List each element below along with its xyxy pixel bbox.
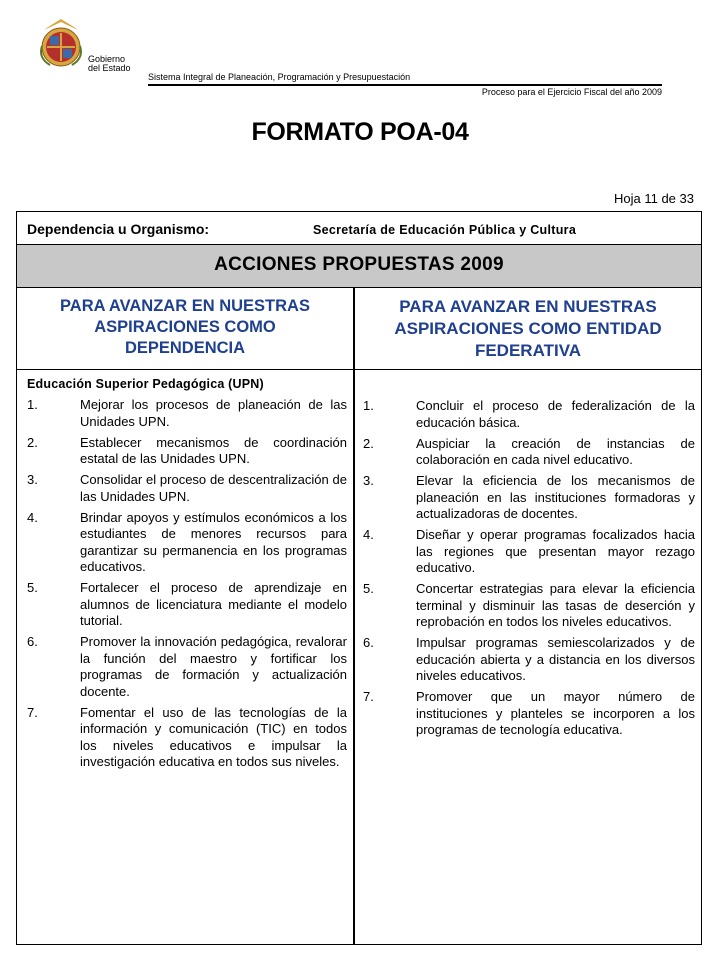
item-number: 3. (27, 472, 38, 487)
left-subtitle: Educación Superior Pedagógica (UPN) (27, 377, 264, 391)
list-item (27, 705, 347, 771)
left-action-list (27, 397, 347, 771)
list-item (27, 634, 347, 700)
right-column (363, 398, 695, 743)
list-item (363, 398, 695, 431)
item-text: Impulsar programas semiescolarizados y de educación abierta y a distancia en los diversos niveles educativos. (416, 635, 695, 683)
page-title: FORMATO POA-04 (251, 118, 469, 146)
dependencia-row (17, 212, 701, 245)
dependencia-label: Dependencia u Organismo: (27, 221, 210, 237)
right-action-list (363, 398, 695, 739)
list-item (363, 473, 695, 523)
header-rule (148, 84, 662, 86)
item-text: Auspiciar la creación de instancias de colaboración en cada nivel educativo. (416, 435, 695, 467)
list-item (27, 397, 347, 430)
left-column-heading: PARA AVANZAR EN NUESTRAS ASPIRACIONES COMO DEPENDENCIA (60, 297, 310, 357)
item-number: 4. (363, 527, 374, 542)
item-text: Fortalecer el proceso de aprendizaje en alumnos de licenciatura mediante el modelo tutorial. (80, 580, 347, 628)
item-text: Brindar apoyos y estímulos económicos a los estudiantes de menores recursos para garantizar su permanencia en los programas educativos. (80, 509, 347, 574)
list-item (363, 635, 695, 685)
list-item (363, 581, 695, 631)
gobierno-line2: del Estado (88, 63, 131, 73)
item-number: 1. (363, 398, 374, 413)
column-divider (353, 288, 355, 945)
item-number: 2. (363, 435, 374, 451)
list-item (27, 435, 347, 468)
item-number: 5. (27, 580, 38, 595)
item-number: 1. (27, 397, 38, 412)
dependencia-value: Secretaría de Educación Pública y Cultura (313, 223, 577, 237)
item-number: 5. (363, 581, 374, 596)
item-text: Establecer mecanismos de coordinación estatal de las Unidades UPN. (80, 434, 347, 466)
item-text: Diseñar y operar programas focalizados hacia las regiones que presentan mayor rezago educativo. (416, 527, 695, 575)
list-item (27, 510, 347, 576)
item-number: 3. (363, 473, 374, 488)
section-band (17, 245, 701, 288)
item-text: Fomentar el uso de las tecnologías de la información y comunicación (TIC) en todos los niveles educativos e impulsar la investigación educativa en todos sus niveles. (80, 704, 347, 769)
item-number: 2. (27, 434, 38, 450)
column-headings (17, 288, 701, 370)
process-label: Proceso para el Ejercicio Fiscal del año 2009 (481, 87, 662, 97)
item-number: 6. (27, 634, 38, 649)
item-text: Concluir el proceso de federalización de la educación básica. (416, 398, 695, 430)
item-text: Elevar la eficiencia de los mecanismos de planeación en las instituciones formadoras y actualizadoras de docentes. (416, 473, 695, 521)
item-number: 7. (363, 689, 374, 704)
list-item (27, 472, 347, 505)
gobierno-line1: Gobierno (88, 54, 126, 64)
gobierno-label (88, 55, 131, 73)
list-item (27, 580, 347, 630)
item-number: 7. (27, 704, 38, 720)
page-number: Hoja 11 de 33 (614, 191, 694, 206)
item-text: Promover que un mayor número de instituciones y planteles se incorporen a los programas de tecnología educativa. (416, 689, 695, 737)
system-name: Sistema Integral de Planeación, Programación y Presupuestación (148, 72, 411, 82)
left-column (27, 377, 347, 775)
item-number: 6. (363, 635, 374, 650)
item-text: Consolidar el proceso de descentralización de las Unidades UPN. (80, 472, 347, 504)
actions-table (16, 211, 702, 945)
item-number: 4. (27, 509, 38, 525)
list-item (363, 527, 695, 577)
section-title: ACCIONES PROPUESTAS 2009 (214, 254, 504, 275)
list-item (363, 689, 695, 739)
item-text: Concertar estrategias para elevar la eficiencia terminal y disminuir las tasas de deserción y reprobación en todos los niveles educativos. (416, 581, 695, 629)
item-text: Promover la innovación pedagógica, revalorar la función del maestro y fortificar los programas de formación y actualización docente. (80, 634, 347, 699)
list-item (363, 436, 695, 469)
item-text: Mejorar los procesos de planeación de las Unidades UPN. (80, 397, 347, 429)
right-column-heading: PARA AVANZAR EN NUESTRAS ASPIRACIONES COMO ENTIDAD FEDERATIVA (394, 297, 662, 360)
state-coat-of-arms-icon (36, 18, 86, 68)
